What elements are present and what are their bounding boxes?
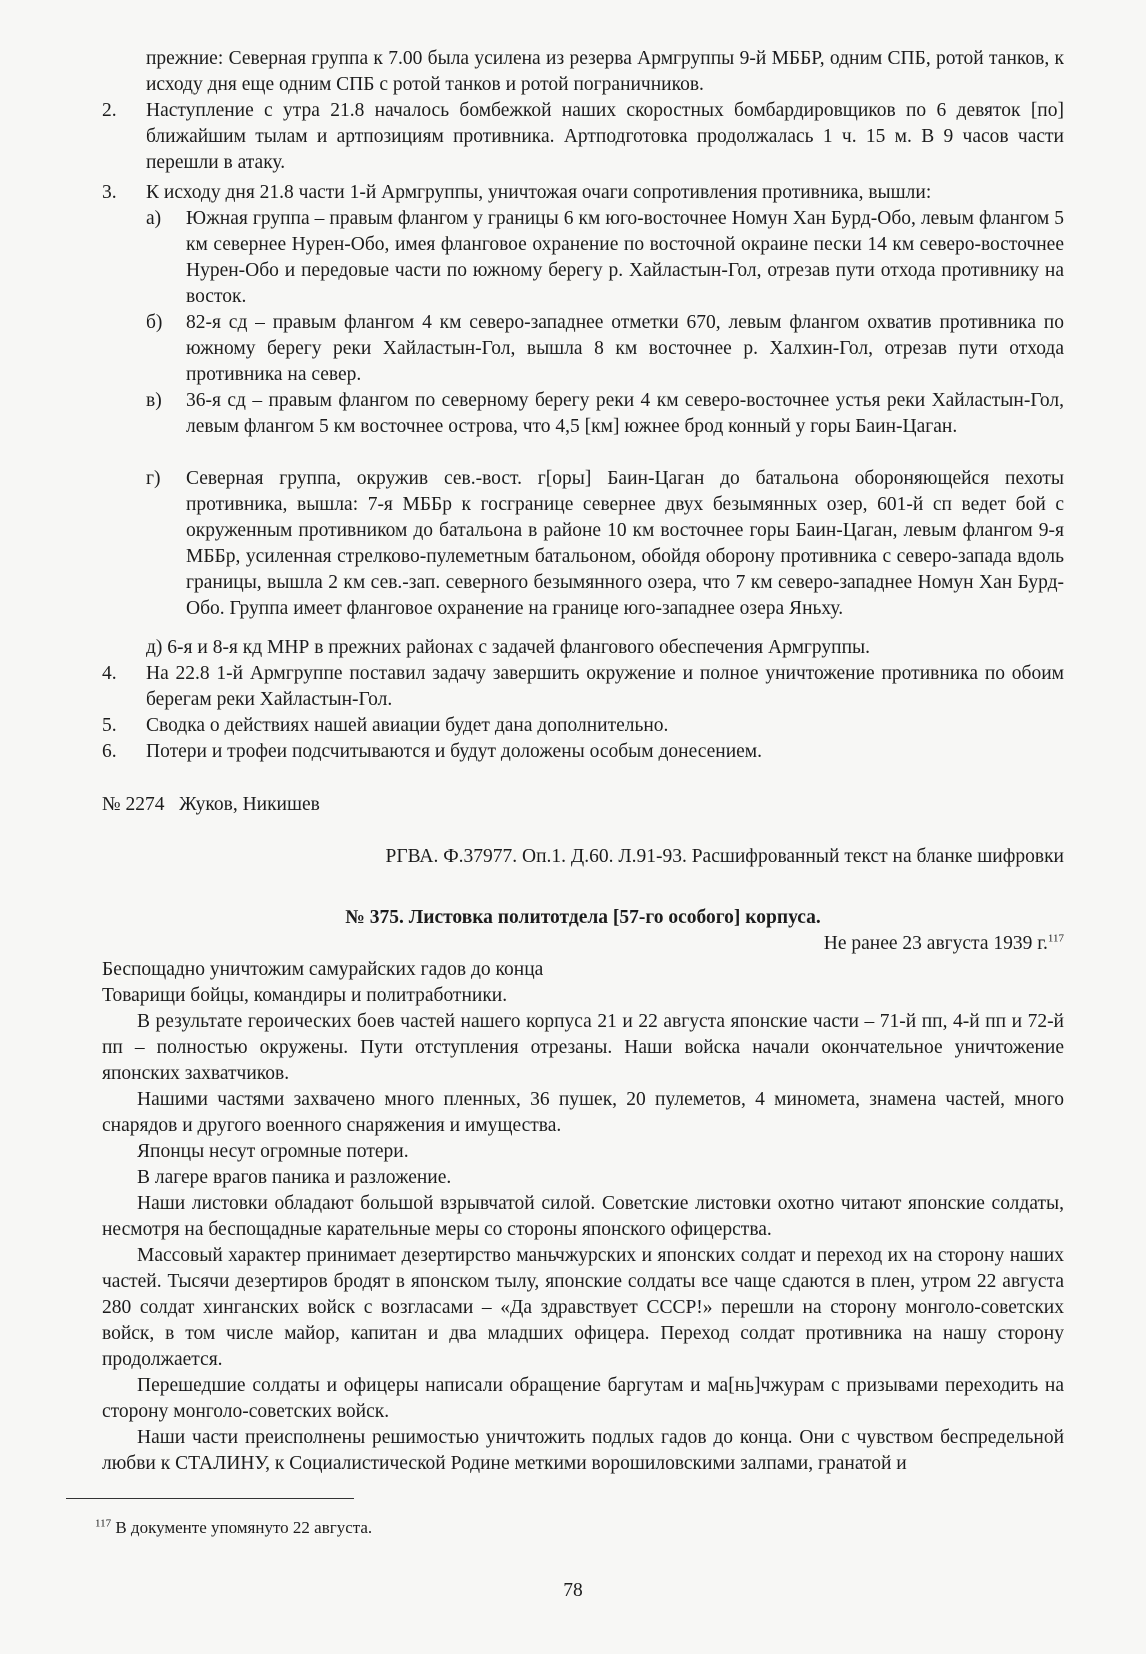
- leaflet-paragraph: Наши листовки обладают большой взрывчатой силой. Советские листовки охотно читают японские солдаты, несмотря на беспощадные карательные меры со стороны японского офицерства.: [102, 1193, 1064, 1240]
- footnote-marker: 117: [1047, 932, 1064, 945]
- document-date: Не ранее 23 августа 1939 г.$^{117}$: [823, 932, 1064, 954]
- continuation-paragraph: прежние: Северная группа к 7.00 была усилена из резерва Армгруппы 9-й МББР, одним СПБ, ротой танков, к исходу дня еще одним СПБ с ротой танков и ротой пограничников.: [146, 48, 1064, 95]
- item-number: 4.: [102, 663, 117, 684]
- signature: № 2274 Жуков, Никишев: [102, 794, 320, 815]
- subitem-text: 82-я сд – правым флангом 4 км северо-западнее отметки 670, левым флангом охватив противника по южному берегу реки Хайластын-Гол, вышла 8 км восточнее р. Халхин-Гол, отрезав пути отхода противника на север.: [186, 312, 1064, 385]
- leaflet-paragraph: В результате героических боев частей нашего корпуса 21 и 22 августа японские части – 71-й пп, 4-й пп и 72-й пп – полностью окружены. Пути отступления отрезаны. Наши войска начали окончательное уничтожение японских захватчиков.: [102, 1011, 1064, 1084]
- item-text: К исходу дня 21.8 части 1-й Армгруппы, уничтожая очаги сопротивления противника, вышли:: [146, 182, 932, 203]
- leaflet-paragraph: Массовый характер принимает дезертирство маньчжурских и японских солдат и переход их на сторону наших частей. Тысячи дезертиров бродят в японском тылу, японские солдаты все чаще сдаются в плен, утром 22 августа 280 солдат хинганских войск с возгласами – «Да здравствует СССР!» перешли на сторону монголо-советских войск, в том числе майор, капитан и два младших офицера. Переход солдат противника на нашу сторону продолжается.: [102, 1245, 1064, 1370]
- item-number: 5.: [102, 715, 117, 736]
- leaflet-title: Беспощадно уничтожим самурайских гадов до конца: [102, 959, 544, 980]
- leaflet-paragraph: Перешедшие солдаты и офицеры написали обращение баргутам и ма[нь]чжурам с призывами переходить на сторону монголо-советских войск.: [102, 1375, 1064, 1422]
- subitem-d: д) 6-я и 8-я кд МНР в прежних районах с задачей флангового обеспечения Армгруппы.: [146, 637, 870, 658]
- leaflet-paragraph: Японцы несут огромные потери.: [137, 1141, 409, 1162]
- document-heading: № 375. Листовка политотдела [57-го особого] корпуса.: [345, 907, 821, 928]
- subitem-letter: г): [146, 468, 161, 489]
- item-text: Сводка о действиях нашей авиации будет дана дополнительно.: [146, 715, 669, 736]
- item-text: Потери и трофеи подсчитываются и будут доложены особым донесением.: [146, 741, 763, 762]
- footnote-number: 117: [95, 1517, 112, 1530]
- footnote: $^{117}$ В документе упомянуто 22 августа.: [95, 1517, 373, 1537]
- page-number: 78: [563, 1580, 583, 1601]
- subitem-letter: а): [146, 208, 162, 229]
- footnote-rule: [66, 1498, 354, 1499]
- item-number: 6.: [102, 741, 117, 762]
- archive-source: РГВА. Ф.37977. Оп.1. Д.60. Л.91-93. Расшифрованный текст на бланке шифровки: [385, 846, 1064, 867]
- leaflet-paragraph: Нашими частями захвачено много пленных, 36 пушек, 20 пулеметов, 4 миномета, знамена частей, много снарядов и другого военного снаряжения и имущества.: [102, 1089, 1064, 1136]
- subitem-letter: в): [146, 390, 162, 411]
- item-text: На 22.8 1-й Армгруппе поставил задачу завершить окружение и полное уничтожение противника по обоим берегам реки Хайластын-Гол.: [146, 663, 1064, 710]
- subitem-text: Южная группа – правым флангом у границы 6 км юго-восточнее Номун Хан Бурд-Обо, левым флангом 5 км севернее Нурен-Обо, имея фланговое охранение по восточной окраине пески 14 км северо-восточнее Нурен-Обо и передовые части по южному берегу р. Хайластын-Гол, отрезав пути отхода противнику на восток.: [186, 208, 1064, 307]
- item-text: Наступление с утра 21.8 началось бомбежкой наших скоростных бомбардировщиков по 6 девяток [по] ближайшим тылам и артпозициям противника. Артподготовка продолжалась 1 ч. 15 м. В 9 часов части перешли в атаку.: [146, 100, 1064, 173]
- leaflet-paragraph: Наши части преисполнены решимостью уничтожить подлых гадов до конца. Они с чувством беспредельной любви к СТАЛИНУ, к Социалистической Родине меткими ворошиловскими залпами, гранатой и: [102, 1427, 1064, 1474]
- subitem-text: Северная группа, окружив сев.-вост. г[оры] Баин-Цаган до батальона обороняющейся пехоты противника, вышла: 7-я МББр к госгранице севернее двух безымянных озер, 601-й сп ведет бой с окруженным противником до батальона в районе 10 км восточнее горы Баин-Цаган, левым флангом 9-я МББр, усиленная стрелково-пулеметным батальоном, обойдя оборону противника с северо-запада вдоль границы, вышла 2 км сев.-зап. северного безымянного озера, что 7 км северо-западнее Номун Хан Бурд-Обо. Группа имеет фланговое охранение на границе юго-западнее озера Яньху.: [186, 468, 1064, 619]
- leaflet-address: Товарищи бойцы, командиры и политработники.: [102, 985, 508, 1006]
- subitem-text: 36-я сд – правым флангом по северному берегу реки 4 км северо-восточнее устья реки Хайластын-Гол, левым флангом 5 км восточнее острова, что 4,5 [км] южнее брод конный у горы Баин-Цаган.: [186, 390, 1064, 437]
- subitem-letter: б): [146, 312, 163, 333]
- item-number: 2.: [102, 100, 117, 121]
- leaflet-paragraph: В лагере врагов паника и разложение.: [137, 1167, 452, 1188]
- item-number: 3.: [102, 182, 117, 203]
